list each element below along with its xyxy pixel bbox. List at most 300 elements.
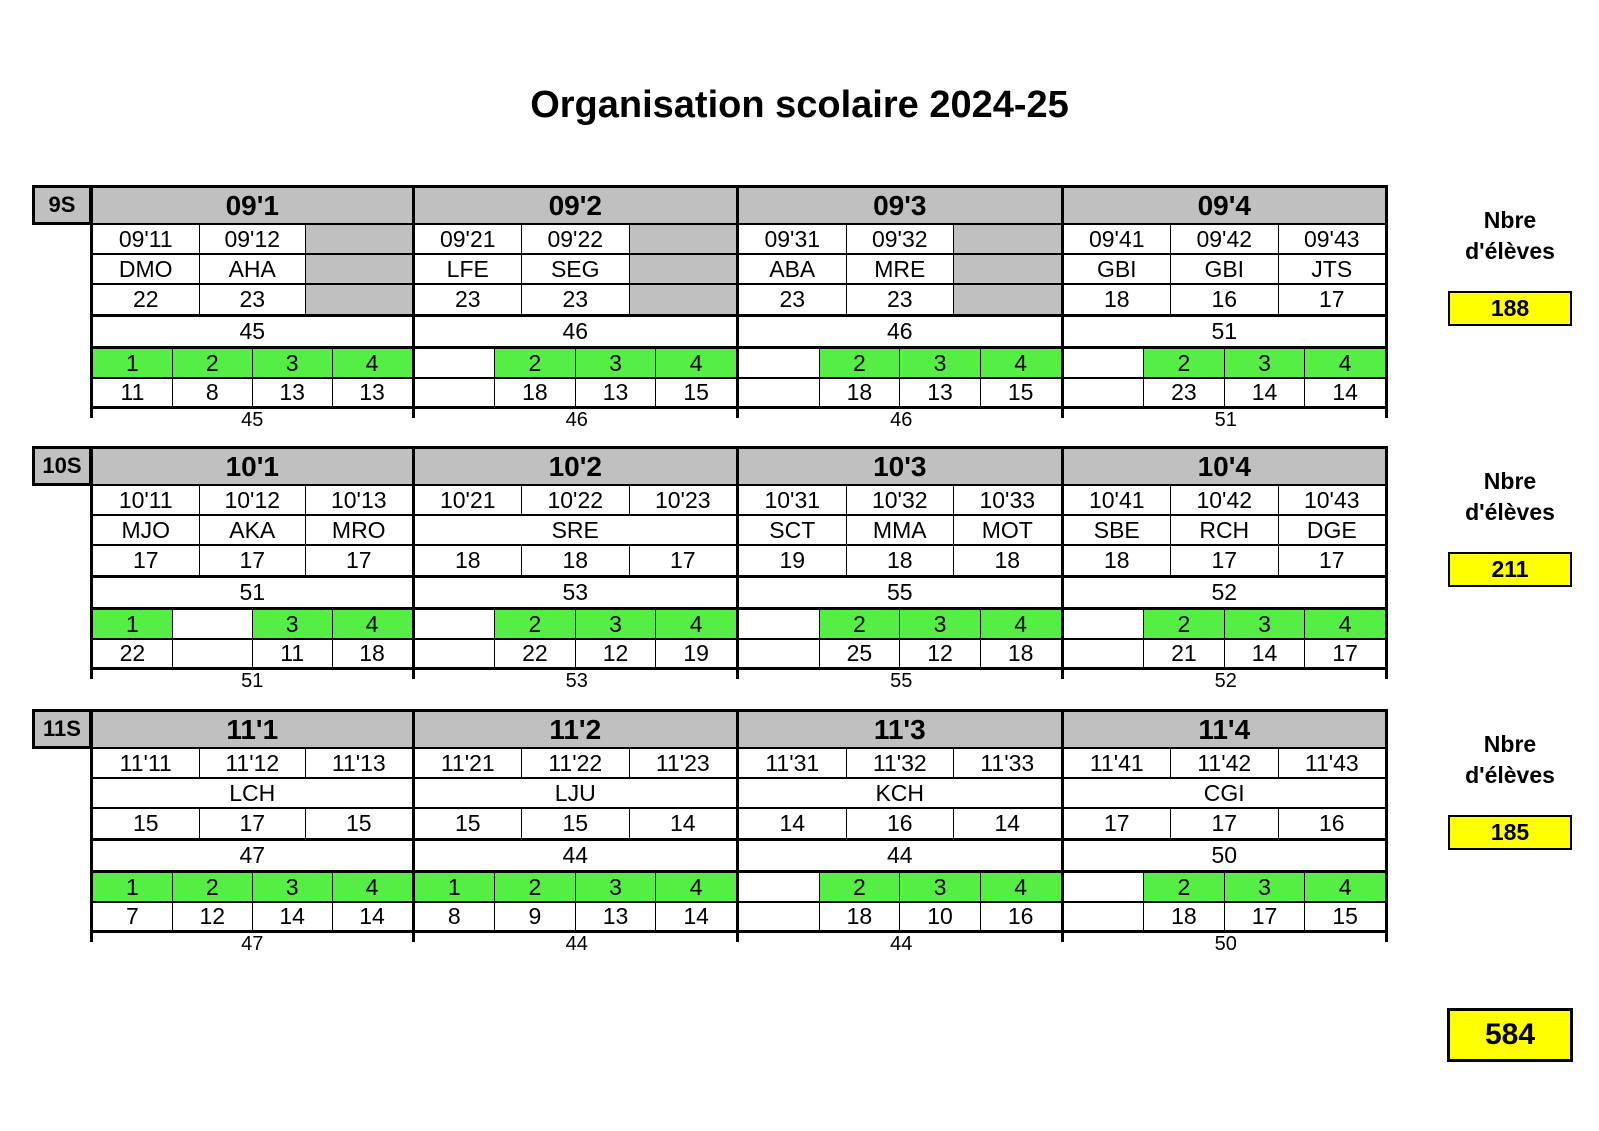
- class-sum: 46: [562, 318, 589, 344]
- count-cell: 18: [522, 546, 630, 575]
- subclass-cell: [954, 225, 1061, 253]
- group-count-cell: [739, 903, 820, 930]
- group-count-cell: 12: [173, 903, 253, 930]
- count-cell: 18: [847, 546, 955, 575]
- teacher-cell: GBI: [1171, 255, 1279, 283]
- class-header: 11'2: [415, 712, 737, 749]
- class-column: [90, 188, 415, 418]
- group-cell: 3: [253, 610, 333, 638]
- group-count-row: [739, 379, 1061, 409]
- group-cell: 3: [900, 349, 981, 377]
- teacher-row: [93, 779, 412, 809]
- class-total-below: 47: [241, 933, 264, 955]
- group-count-row: [93, 903, 412, 933]
- sum-row: [739, 841, 1061, 873]
- teacher-row: [415, 255, 737, 285]
- group-cell: 4: [1305, 610, 1385, 638]
- teacher-cell: GBI: [1064, 255, 1172, 283]
- group-cell: 2: [1144, 349, 1225, 377]
- group-count-row: [739, 903, 1061, 933]
- class-column: [415, 712, 740, 942]
- subclass-row: [415, 486, 737, 516]
- teacher-row: [739, 779, 1061, 809]
- group-cell: 3: [900, 610, 981, 638]
- subclass-cell: 10'33: [979, 486, 1036, 513]
- subclass-cell: 10'43: [1303, 486, 1360, 513]
- group-cell: 2: [820, 873, 901, 901]
- subclass-row: [739, 225, 1061, 255]
- group-cell: 1: [93, 873, 173, 901]
- sum-row: [415, 841, 737, 873]
- subclass-cell: 11'31: [739, 749, 847, 777]
- group-count-cell: 15: [683, 379, 709, 405]
- group-cell: [739, 873, 820, 901]
- group-count-cell: 15: [1007, 379, 1034, 405]
- group-count-cell: 18: [820, 379, 901, 406]
- teacher-cell: MOT: [981, 516, 1033, 543]
- teacher-cell: AHA: [200, 255, 307, 283]
- count-cell: 17: [345, 547, 372, 573]
- group-count-cell: 21: [1144, 640, 1225, 667]
- subclass-cell: 11'43: [1304, 749, 1359, 776]
- level-block: [90, 185, 1388, 405]
- group-cell: 4: [981, 610, 1061, 638]
- class-column: [415, 449, 740, 679]
- count-cell: 14: [669, 810, 696, 836]
- subclass-row: [93, 225, 412, 255]
- count-cell: 23: [522, 285, 630, 314]
- subclass-cell: 10'32: [847, 486, 955, 514]
- subclass-cell: 11'23: [655, 749, 710, 776]
- subclass-cell: 10'21: [415, 486, 523, 514]
- group-count-row: [415, 379, 737, 409]
- group-cell: 3: [576, 610, 657, 638]
- sum-row: [739, 317, 1061, 349]
- group-row: [415, 610, 737, 640]
- count-cell: 23: [739, 285, 847, 314]
- group-count-cell: 14: [1225, 379, 1306, 406]
- class-total-below: 52: [1214, 670, 1237, 692]
- teacher-cell: LCH: [229, 779, 276, 806]
- class-total-below: 53: [565, 670, 588, 692]
- group-cell: 2: [820, 349, 901, 377]
- class-column: [739, 712, 1064, 942]
- group-cell: 1: [93, 349, 173, 377]
- teacher-cell: CGI: [1203, 779, 1245, 806]
- class-column: [90, 449, 415, 679]
- teacher-cell: AKA: [200, 516, 307, 544]
- count-cell: 17: [1064, 809, 1172, 838]
- count-cell: 17: [200, 809, 307, 838]
- class-header: 09'1: [93, 188, 412, 225]
- group-count-cell: 11: [93, 379, 173, 406]
- class-header: 10'3: [739, 449, 1061, 486]
- level-total: 185: [1448, 815, 1572, 850]
- group-count-cell: [1064, 640, 1145, 667]
- class-sum: 53: [562, 579, 589, 605]
- teacher-cell: [954, 255, 1061, 283]
- subclass-cell: 11'11: [93, 749, 200, 777]
- teacher-cell: [630, 255, 737, 283]
- subclass-cell: 10'42: [1171, 486, 1279, 514]
- count-cell: 17: [1171, 809, 1279, 838]
- group-cell: [1064, 610, 1145, 638]
- group-cell: 2: [495, 873, 576, 901]
- count-cell: 15: [93, 809, 200, 838]
- group-cell: 3: [1225, 349, 1306, 377]
- nbre-label: [1440, 729, 1580, 791]
- class-sum: 51: [1211, 318, 1238, 344]
- subclass-cell: 09'42: [1171, 225, 1279, 253]
- subclass-row: [415, 225, 737, 255]
- group-cell: 2: [1144, 873, 1225, 901]
- count-row: [739, 546, 1061, 578]
- group-count-row: [1064, 640, 1386, 670]
- class-sum: 45: [239, 318, 266, 344]
- count-cell: 17: [1318, 547, 1345, 573]
- group-count-cell: 23: [1144, 379, 1225, 406]
- nbre-label-line1: Nbre: [1483, 468, 1537, 494]
- count-row: [93, 285, 412, 317]
- count-row: [739, 809, 1061, 841]
- class-total-below: 46: [565, 409, 588, 431]
- class-total-below: 44: [890, 933, 913, 955]
- subclass-cell: 10'31: [739, 486, 847, 514]
- class-column: [1064, 188, 1389, 418]
- class-column: [1064, 449, 1389, 679]
- class-sum: 51: [239, 579, 266, 605]
- teacher-cell: [306, 255, 412, 283]
- sum-row: [1064, 578, 1386, 610]
- class-total-below: 51: [241, 670, 264, 692]
- group-count-cell: [739, 640, 820, 667]
- subclass-cell: 11'32: [847, 749, 955, 777]
- teacher-row: [1064, 779, 1386, 809]
- subclass-cell: [630, 225, 737, 253]
- count-cell: 18: [1064, 285, 1172, 314]
- nbre-label-line2: d'élèves: [1465, 238, 1555, 264]
- group-count-cell: 14: [683, 903, 709, 929]
- count-row: [93, 546, 412, 578]
- group-cell: 4: [1305, 873, 1385, 901]
- group-row: [739, 349, 1061, 379]
- level-total: 211: [1448, 552, 1572, 587]
- group-row: [1064, 873, 1386, 903]
- count-cell: 18: [1064, 546, 1172, 575]
- group-count-cell: 13: [253, 379, 333, 406]
- class-column: [739, 188, 1064, 418]
- subclass-cell: 09'41: [1064, 225, 1172, 253]
- group-count-cell: 14: [1225, 640, 1306, 667]
- group-cell: 4: [656, 349, 736, 377]
- count-cell: 18: [994, 547, 1021, 573]
- group-count-cell: 12: [576, 640, 657, 667]
- group-count-cell: [173, 640, 253, 667]
- group-count-cell: 18: [1144, 903, 1225, 930]
- group-row: [415, 349, 737, 379]
- subclass-cell: 09'12: [200, 225, 307, 253]
- group-count-cell: 25: [820, 640, 901, 667]
- teacher-cell: DGE: [1306, 516, 1357, 543]
- group-cell: 4: [333, 873, 412, 901]
- subclass-cell: 11'22: [522, 749, 630, 777]
- nbre-label-line1: Nbre: [1483, 207, 1537, 233]
- count-cell: 17: [669, 547, 696, 573]
- count-cell: 17: [1171, 546, 1279, 575]
- teacher-row: [93, 516, 412, 546]
- sum-row: [93, 841, 412, 873]
- group-cell: [739, 610, 820, 638]
- class-column: [1064, 712, 1389, 942]
- count-cell: 15: [415, 809, 523, 838]
- group-cell: 3: [253, 349, 333, 377]
- subclass-row: [739, 749, 1061, 779]
- count-cell: 23: [847, 285, 955, 314]
- class-header: 11'3: [739, 712, 1061, 749]
- count-cell: 14: [739, 809, 847, 838]
- group-cell: 4: [981, 349, 1061, 377]
- teacher-row: [739, 516, 1061, 546]
- count-cell: 23: [200, 285, 307, 314]
- subclass-cell: 10'41: [1064, 486, 1172, 514]
- group-cell: 1: [93, 610, 173, 638]
- group-cell: 2: [495, 349, 576, 377]
- group-count-cell: 18: [359, 640, 385, 666]
- sum-row: [1064, 317, 1386, 349]
- class-header: 09'2: [415, 188, 737, 225]
- class-sum: 44: [562, 842, 589, 868]
- group-count-cell: 17: [1225, 903, 1306, 930]
- subclass-cell: 11'41: [1064, 749, 1172, 777]
- nbre-label-line2: d'élèves: [1465, 762, 1555, 788]
- group-count-cell: 14: [1332, 379, 1358, 405]
- sum-row: [415, 578, 737, 610]
- group-count-cell: 10: [900, 903, 981, 930]
- class-header: 11'4: [1064, 712, 1386, 749]
- subclass-cell: 09'11: [93, 225, 200, 253]
- group-count-cell: 13: [576, 903, 657, 930]
- class-header: 10'4: [1064, 449, 1386, 486]
- count-cell: [630, 285, 737, 314]
- group-count-cell: [739, 379, 820, 406]
- count-cell: 17: [93, 546, 200, 575]
- group-cell: 4: [333, 610, 412, 638]
- group-count-cell: 7: [93, 903, 173, 930]
- teacher-cell: LFE: [415, 255, 523, 283]
- subclass-cell: 09'32: [847, 225, 955, 253]
- count-cell: 15: [345, 810, 372, 836]
- subclass-row: [415, 749, 737, 779]
- group-count-row: [739, 640, 1061, 670]
- group-row: [1064, 610, 1386, 640]
- group-cell: 1: [415, 873, 496, 901]
- group-count-cell: 22: [495, 640, 576, 667]
- group-count-cell: [1064, 379, 1145, 406]
- group-cell: [1064, 349, 1145, 377]
- group-cell: 2: [820, 610, 901, 638]
- count-cell: 15: [522, 809, 630, 838]
- subclass-cell: 10'11: [93, 486, 200, 514]
- count-cell: 18: [415, 546, 523, 575]
- class-total-below: 46: [890, 409, 913, 431]
- group-cell: 2: [1144, 610, 1225, 638]
- subclass-row: [1064, 749, 1386, 779]
- subclass-cell: 10'12: [200, 486, 307, 514]
- count-row: [739, 285, 1061, 317]
- group-cell: 3: [1225, 873, 1306, 901]
- subclass-cell: 11'42: [1171, 749, 1279, 777]
- group-count-cell: 12: [900, 640, 981, 667]
- count-row: [93, 809, 412, 841]
- teacher-cell: SRE: [551, 516, 599, 543]
- group-cell: 2: [173, 349, 253, 377]
- group-cell: [739, 349, 820, 377]
- teacher-cell: KCH: [875, 779, 925, 806]
- class-total-below: 51: [1214, 409, 1237, 431]
- group-count-cell: 8: [173, 379, 253, 406]
- nbre-label: [1440, 466, 1580, 528]
- group-count-cell: [415, 379, 496, 406]
- subclass-cell: 10'22: [522, 486, 630, 514]
- sum-row: [1064, 841, 1386, 873]
- group-cell: 2: [495, 610, 576, 638]
- teacher-cell: RCH: [1171, 516, 1279, 544]
- subclass-row: [1064, 225, 1386, 255]
- group-cell: [415, 349, 496, 377]
- group-count-cell: 16: [1007, 903, 1034, 929]
- group-count-cell: 13: [576, 379, 657, 406]
- teacher-cell: SEG: [522, 255, 630, 283]
- class-sum: 44: [886, 842, 913, 868]
- teacher-row: [415, 516, 737, 546]
- page-title: Organisation scolaire 2024-25: [530, 84, 1069, 126]
- count-row: [1064, 285, 1386, 317]
- count-cell: 16: [847, 809, 955, 838]
- group-count-cell: 18: [820, 903, 901, 930]
- group-row: [93, 610, 412, 640]
- group-count-row: [415, 640, 737, 670]
- group-count-row: [1064, 379, 1386, 409]
- subclass-cell: 09'22: [522, 225, 630, 253]
- group-count-cell: 14: [253, 903, 333, 930]
- class-header: 10'2: [415, 449, 737, 486]
- level-total: 188: [1448, 291, 1572, 326]
- group-count-cell: [1064, 903, 1145, 930]
- group-count-cell: 19: [683, 640, 709, 666]
- nbre-label-line1: Nbre: [1483, 731, 1537, 757]
- class-column: [739, 449, 1064, 679]
- class-sum: 55: [886, 579, 913, 605]
- group-count-cell: 18: [495, 379, 576, 406]
- group-cell: [173, 610, 253, 638]
- class-sum: 46: [886, 318, 913, 344]
- count-row: [415, 285, 737, 317]
- level-block: [90, 709, 1388, 929]
- class-sum: 47: [239, 842, 266, 868]
- group-row: [93, 349, 412, 379]
- level-block: [90, 446, 1388, 666]
- count-cell: [306, 285, 412, 314]
- group-row: [93, 873, 412, 903]
- subclass-cell: [306, 225, 412, 253]
- count-cell: 22: [93, 285, 200, 314]
- teacher-cell: LJU: [554, 779, 596, 806]
- grand-total: 584: [1447, 1008, 1573, 1062]
- group-row: [1064, 349, 1386, 379]
- teacher-row: [1064, 516, 1386, 546]
- subclass-cell: 11'33: [980, 749, 1035, 776]
- class-header: 09'4: [1064, 188, 1386, 225]
- group-cell: 4: [333, 349, 412, 377]
- teacher-row: [93, 255, 412, 285]
- nbre-label: [1440, 205, 1580, 267]
- teacher-cell: DMO: [93, 255, 200, 283]
- class-total-below: 44: [565, 933, 588, 955]
- subclass-cell: 11'13: [331, 749, 386, 776]
- sum-row: [93, 578, 412, 610]
- level-label: 9S: [32, 185, 92, 225]
- count-cell: 23: [415, 285, 523, 314]
- count-cell: 17: [1318, 286, 1345, 312]
- teacher-row: [739, 255, 1061, 285]
- group-count-cell: 8: [415, 903, 496, 930]
- subclass-cell: 11'12: [200, 749, 307, 777]
- subclass-row: [1064, 486, 1386, 516]
- group-count-cell: 17: [1332, 640, 1358, 666]
- count-cell: 16: [1318, 810, 1345, 836]
- group-row: [415, 873, 737, 903]
- level-label: 10S: [32, 446, 92, 486]
- sum-row: [415, 317, 737, 349]
- group-cell: 3: [1225, 610, 1306, 638]
- class-total-below: 55: [890, 670, 913, 692]
- group-count-row: [1064, 903, 1386, 933]
- count-cell: 19: [739, 546, 847, 575]
- count-row: [415, 546, 737, 578]
- count-row: [415, 809, 737, 841]
- group-count-cell: [415, 640, 496, 667]
- class-header: 11'1: [93, 712, 412, 749]
- count-row: [1064, 809, 1386, 841]
- sum-row: [739, 578, 1061, 610]
- count-row: [1064, 546, 1386, 578]
- group-cell: 4: [981, 873, 1061, 901]
- group-cell: 3: [900, 873, 981, 901]
- teacher-row: [415, 779, 737, 809]
- class-total-below: 50: [1214, 933, 1237, 955]
- subclass-cell: 09'43: [1303, 225, 1360, 252]
- subclass-row: [93, 486, 412, 516]
- group-count-cell: 14: [359, 903, 385, 929]
- teacher-row: [1064, 255, 1386, 285]
- count-cell: [954, 285, 1061, 314]
- group-count-row: [415, 903, 737, 933]
- group-count-row: [93, 379, 412, 409]
- group-cell: 4: [656, 873, 736, 901]
- teacher-cell: MJO: [93, 516, 200, 544]
- subclass-row: [739, 486, 1061, 516]
- count-cell: 16: [1171, 285, 1279, 314]
- group-cell: 2: [173, 873, 253, 901]
- group-cell: 3: [253, 873, 333, 901]
- group-row: [739, 610, 1061, 640]
- class-header: 09'3: [739, 188, 1061, 225]
- level-label: 11S: [32, 709, 92, 749]
- group-cell: 4: [1305, 349, 1385, 377]
- count-cell: 17: [200, 546, 307, 575]
- subclass-cell: 10'23: [654, 486, 711, 513]
- group-cell: 3: [576, 349, 657, 377]
